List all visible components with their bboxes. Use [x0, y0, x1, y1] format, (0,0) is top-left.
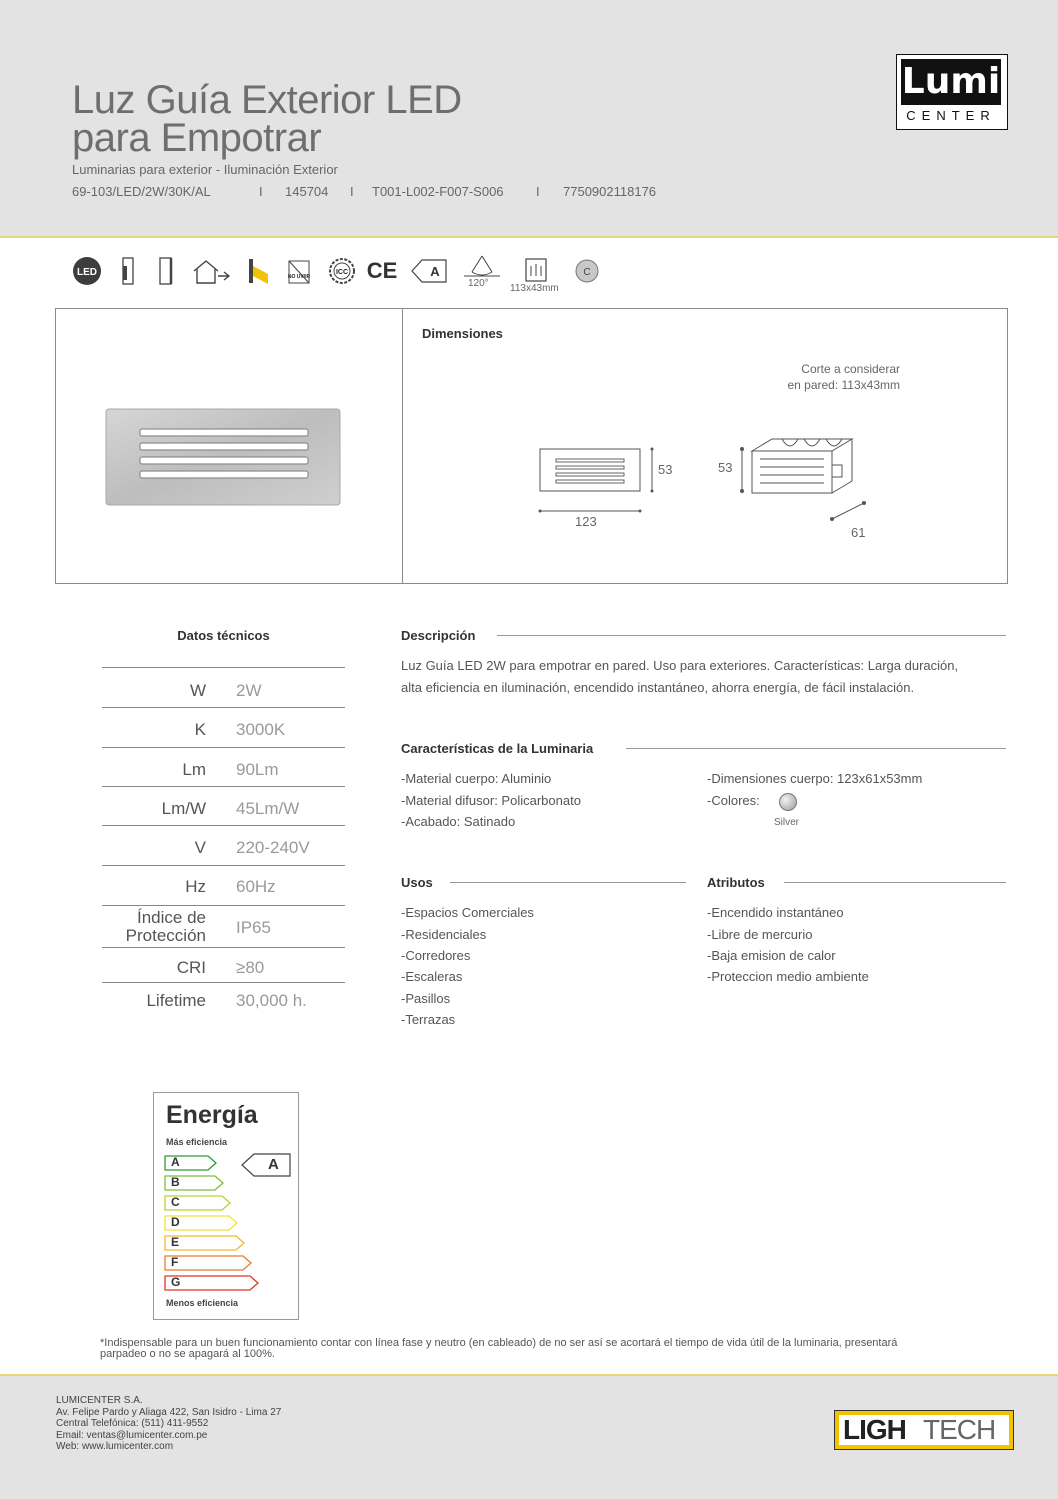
- icc-label: ICC: [335, 269, 349, 276]
- product-photo: [104, 407, 342, 507]
- spec-value: IP65: [236, 918, 271, 937]
- silver-swatch: [779, 793, 797, 811]
- energy-class-bar: [164, 1155, 218, 1170]
- energy-class-bar: [164, 1195, 232, 1210]
- logo-subtext: CENTER: [906, 108, 996, 123]
- product-code: 69-103/LED/2W/30K/AL: [72, 184, 211, 199]
- product-panel: [55, 308, 1008, 584]
- spec-label: W: [189, 681, 206, 700]
- led-label: LED: [77, 267, 97, 278]
- ce-mark-icon: CE: [366, 258, 398, 283]
- depth-dimension: 61: [851, 525, 866, 540]
- cutout-note-line2: en pared: 113x43mm: [787, 378, 900, 392]
- color-code-label: C: [583, 267, 591, 278]
- section-rule: [450, 882, 686, 883]
- section-rule: [784, 882, 1006, 883]
- spec-label-line2: Protección: [125, 926, 206, 945]
- attribute-item: -Proteccion medio ambiente: [707, 969, 869, 984]
- spec-row: [102, 747, 345, 788]
- description-title: Descripción: [401, 628, 476, 643]
- spec-value: 3000K: [236, 720, 286, 739]
- location-code: T001-L002-F007-S006: [372, 184, 504, 199]
- height-3d-dimension: 53: [718, 460, 733, 475]
- spec-row: [102, 947, 345, 983]
- separator: I: [259, 184, 263, 199]
- spec-row: [102, 707, 345, 748]
- energy-class-letter: F: [171, 1255, 179, 1269]
- spec-row: [102, 905, 345, 948]
- feature-item: -Dimensiones cuerpo: 123x61x53mm: [707, 771, 923, 786]
- spec-row: [102, 865, 345, 906]
- page-subtitle: Luminarias para exterior - Iluminación Exterior: [72, 162, 338, 177]
- spec-label: K: [194, 720, 206, 739]
- spec-row: [102, 786, 345, 826]
- description-line2: alta eficiencia en iluminación, encendido instantáneo, ahorra energía, de fácil instalación.: [401, 680, 915, 695]
- attribute-item: -Baja emision de calor: [707, 948, 836, 963]
- spec-label: Lm/W: [161, 799, 206, 818]
- use-item: -Espacios Comerciales: [401, 905, 534, 920]
- beam-angle-label: 120°: [468, 278, 489, 289]
- feature-item: -Material cuerpo: Aluminio: [401, 771, 552, 786]
- cutout-label: 113x43mm: [510, 283, 559, 294]
- lightech-logo: [834, 1410, 1014, 1450]
- attribute-item: -Encendido instantáneo: [707, 905, 844, 920]
- swatch-label: Silver: [774, 817, 800, 828]
- spec-row: [102, 825, 345, 866]
- energy-class-letter: G: [171, 1275, 181, 1289]
- spec-value: 45Lm/W: [236, 799, 300, 818]
- led-icon: [72, 255, 102, 287]
- energy-rating-value: A: [268, 1156, 279, 1173]
- footer-contact: [56, 1395, 281, 1453]
- energy-label: [153, 1092, 299, 1320]
- company-address: Av. Felipe Pardo y Aliaga 422, San Isidro - Lima 27: [56, 1406, 282, 1418]
- spec-label: CRI: [176, 958, 206, 977]
- energy-class-letter: C: [171, 1195, 180, 1209]
- feature-item: -Acabado: Satinado: [401, 814, 516, 829]
- uses-title: Usos: [401, 875, 433, 890]
- spec-value: 2W: [236, 681, 262, 700]
- energy-class-icon: [410, 255, 448, 287]
- lumicenter-logo: [896, 54, 1008, 130]
- company-name: LUMICENTER S.A.: [56, 1395, 143, 1406]
- beam-direction-icon: [246, 255, 272, 287]
- separator: I: [536, 184, 540, 199]
- attributes-title: Atributos: [707, 875, 765, 890]
- spec-label: Hz: [185, 877, 206, 896]
- no-uv-ir-icon: [286, 255, 312, 287]
- recessed-icon: [156, 255, 176, 287]
- dimensions-title: Dimensiones: [422, 326, 503, 341]
- wall-mount-icon: [118, 255, 138, 287]
- energy-class-label: A: [430, 264, 440, 279]
- section-rule: [497, 635, 1006, 636]
- energy-class-bar: [164, 1175, 225, 1190]
- page-title-line2: para Empotrar: [72, 116, 322, 160]
- use-item: -Residenciales: [401, 927, 487, 942]
- barcode-number: 7750902118176: [563, 184, 657, 199]
- energy-class-bar: [164, 1215, 239, 1230]
- attribute-item: -Libre de mercurio: [707, 927, 813, 942]
- features-title: Características de la Luminaria: [401, 741, 594, 756]
- spec-value: 220-240V: [236, 838, 310, 857]
- energy-rating-arrow: [240, 1153, 292, 1177]
- color-icon: [574, 255, 600, 287]
- logo-text: Lumi: [901, 59, 1001, 105]
- energy-class-letter: D: [171, 1215, 180, 1229]
- company-phone: Central Telefónica: (511) 411-9552: [56, 1418, 209, 1429]
- energy-class-letter: A: [171, 1155, 180, 1169]
- width-dimension: 123: [575, 514, 597, 529]
- cutout-icon: [510, 256, 566, 296]
- energy-class-bar: [164, 1275, 260, 1290]
- energy-title: Energía: [166, 1101, 258, 1129]
- front-view-drawing: [534, 441, 664, 521]
- panel-divider: [402, 309, 403, 583]
- spec-label: Lifetime: [146, 991, 206, 1010]
- energy-class-letter: E: [171, 1235, 180, 1249]
- footnote-line2: parpadeo o no se apagará al 100%.: [100, 1348, 275, 1360]
- energy-class-letter: B: [171, 1175, 180, 1189]
- spec-label: V: [194, 838, 206, 857]
- feature-item: -Material difusor: Policarbonato: [401, 793, 581, 808]
- section-rule: [626, 748, 1006, 749]
- company-web: Web: www.lumicenter.com: [56, 1441, 174, 1452]
- energy-top-label: Más eficiencia: [166, 1137, 228, 1147]
- footnote-line1: *Indispensable para un buen funcionamiento contar con línea fase y neutro (en cableado) de no ser así se acortará el tiempo de vida útil de la luminaria, presentará: [100, 1337, 898, 1349]
- energy-class-bar: [164, 1255, 253, 1270]
- separator: I: [350, 184, 354, 199]
- energy-bottom-label: Menos eficiencia: [166, 1298, 239, 1308]
- use-item: -Corredores: [401, 948, 471, 963]
- spec-label: Lm: [182, 760, 206, 779]
- cutout-note-line1: Corte a considerar: [801, 362, 900, 376]
- specs-title: Datos técnicos: [177, 628, 270, 643]
- outdoor-house-icon: [190, 255, 234, 287]
- side-view-drawing: [734, 429, 884, 539]
- energy-class-bar: [164, 1235, 246, 1250]
- company-email: Email: ventas@lumicenter.com.pe: [56, 1429, 208, 1441]
- spec-row: [102, 982, 345, 1017]
- spec-value: ≥80: [236, 958, 265, 977]
- use-item: -Terrazas: [401, 1012, 456, 1027]
- no-uv-label: NO UV/IR: [287, 274, 311, 280]
- height-dimension: 53: [658, 462, 673, 477]
- icc-seal-icon: [328, 255, 356, 287]
- use-item: -Escaleras: [401, 969, 463, 984]
- brand-light: LIGH: [843, 1414, 906, 1445]
- page-title-line1: Luz Guía Exterior LED: [72, 78, 462, 122]
- spec-label-line1: Índice de: [137, 908, 206, 927]
- sku-code: 145704: [285, 184, 329, 199]
- description-line1: Luz Guía LED 2W para empotrar en pared. Uso para exteriores. Características: Larga duración,: [401, 658, 959, 673]
- brand-tech: TECH: [923, 1414, 996, 1445]
- spec-value: 30,000 h.: [236, 991, 307, 1010]
- use-item: -Pasillos: [401, 991, 451, 1006]
- spec-row: [102, 667, 345, 708]
- spec-value: 90Lm: [236, 760, 279, 779]
- spec-value: 60Hz: [236, 877, 276, 896]
- beam-angle-icon: [464, 254, 500, 294]
- colors-label: -Colores:: [707, 793, 760, 808]
